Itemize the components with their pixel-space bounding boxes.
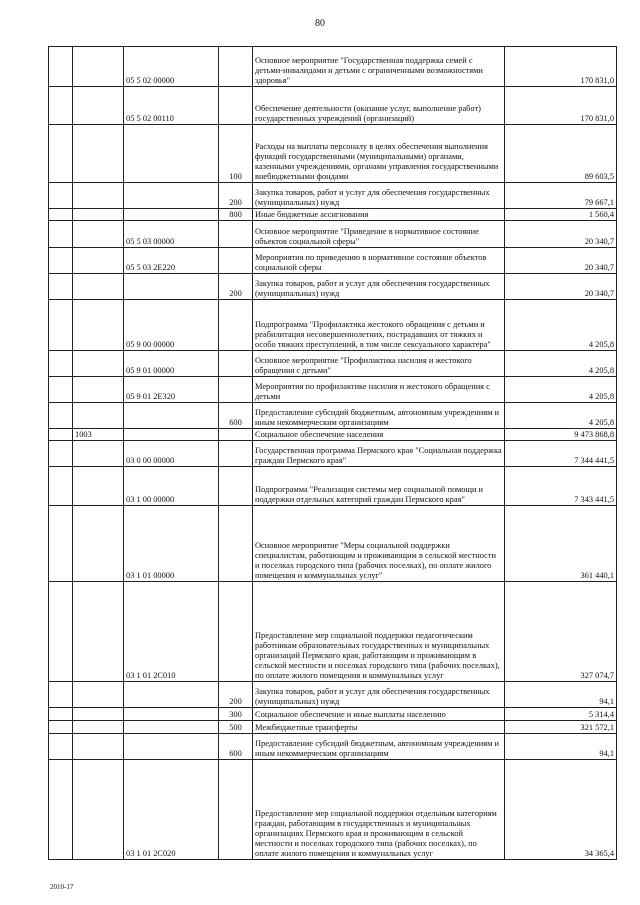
- cell-blank: [49, 734, 73, 760]
- cell-type: 600: [219, 734, 253, 760]
- cell-amount: 34 365,4: [505, 760, 617, 860]
- cell-type: [219, 760, 253, 860]
- cell-amount: 4 205,8: [505, 351, 617, 377]
- cell-amount: 170 831,0: [505, 87, 617, 125]
- cell-blank: [49, 209, 73, 221]
- cell-blank: [49, 221, 73, 248]
- table-row: [49, 441, 617, 467]
- cell-amount: 7 344 441,5: [505, 441, 617, 467]
- cell-amount: 4 205,8: [505, 300, 617, 351]
- cell-name: Расходы на выплаты персоналу в целях обеспечения выполнения функций государственными (муниципальными) органами, казенными учреждениями, органами управления государственными внебюджетными фондами: [253, 125, 505, 183]
- cell-type: [219, 248, 253, 274]
- cell-section: [73, 506, 124, 582]
- cell-amount: 94,1: [505, 682, 617, 708]
- table-row: [49, 734, 617, 760]
- cell-name: Предоставление мер социальной поддержки педагогическим работникам образовательных государственных и муниципальных организаций Пермского края, работающим и проживающим в сельской местности и поселках городского типа (рабочих поселках), по оплате жилого помещения и коммунальных услуг: [253, 582, 505, 682]
- table-row: [49, 403, 617, 429]
- cell-target: 03 0 00 00000: [124, 441, 219, 467]
- cell-name: Социальное обеспечение и иные выплаты населению: [253, 708, 505, 721]
- cell-target: 03 1 01 2С010: [124, 582, 219, 682]
- cell-name: Социальное обеспечение населения: [253, 429, 505, 441]
- footer-code: 2010-17: [50, 883, 74, 891]
- cell-section: [73, 441, 124, 467]
- cell-section: [73, 221, 124, 248]
- table-row: [49, 467, 617, 506]
- cell-name: Мероприятия по приведению в нормативное состояние объектов социальной сферы: [253, 248, 505, 274]
- cell-type: 800: [219, 209, 253, 221]
- cell-type: [219, 221, 253, 248]
- cell-type: 200: [219, 682, 253, 708]
- cell-target: 03 1 00 00000: [124, 467, 219, 506]
- table-row: [49, 506, 617, 582]
- budget-table-body: [49, 47, 617, 860]
- cell-amount: 79 667,1: [505, 183, 617, 209]
- cell-name: Основное мероприятие "Приведение в нормативное состояние объектов социальной сферы": [253, 221, 505, 248]
- cell-name: Подпрограмма "Реализация системы мер социальной помощи и поддержки отдельных категорий граждан Пермского края": [253, 467, 505, 506]
- cell-target: 03 1 01 2С020: [124, 760, 219, 860]
- table-row: [49, 582, 617, 682]
- table-row: [49, 183, 617, 209]
- cell-blank: [49, 248, 73, 274]
- cell-type: [219, 377, 253, 403]
- cell-section: [73, 734, 124, 760]
- cell-name: Предоставление мер социальной поддержки отдельным категориям граждан, работающим в государственных и муниципальных организациях Пермского края и проживающим в сельской местности и поселках городского типа (рабочих поселках), по оплате жилого помещения и коммунальных услуг: [253, 760, 505, 860]
- table-row: [49, 377, 617, 403]
- cell-blank: [49, 760, 73, 860]
- cell-section: [73, 300, 124, 351]
- cell-name: Предоставление субсидий бюджетным, автономным учреждениям и иным некоммерческим организациям: [253, 403, 505, 429]
- cell-type: [219, 441, 253, 467]
- table-row: [49, 248, 617, 274]
- cell-blank: [49, 708, 73, 721]
- cell-type: 200: [219, 183, 253, 209]
- cell-amount: 89 603,5: [505, 125, 617, 183]
- cell-section: [73, 708, 124, 721]
- cell-blank: [49, 467, 73, 506]
- table-row: [49, 721, 617, 734]
- cell-blank: [49, 125, 73, 183]
- cell-blank: [49, 274, 73, 300]
- cell-target: [124, 429, 219, 441]
- cell-blank: [49, 183, 73, 209]
- table-row: [49, 300, 617, 351]
- cell-section: [73, 209, 124, 221]
- cell-type: [219, 300, 253, 351]
- cell-target: 05 9 01 00000: [124, 351, 219, 377]
- cell-target: 05 5 02 00000: [124, 47, 219, 87]
- cell-blank: [49, 403, 73, 429]
- cell-section: [73, 682, 124, 708]
- cell-section: [73, 183, 124, 209]
- cell-amount: 327 074,7: [505, 582, 617, 682]
- cell-section: 1003: [73, 429, 124, 441]
- table-row: [49, 708, 617, 721]
- cell-blank: [49, 682, 73, 708]
- cell-name: Государственная программа Пермского края "Социальная поддержка граждан Пермского края": [253, 441, 505, 467]
- cell-section: [73, 403, 124, 429]
- table-row: [49, 221, 617, 248]
- cell-amount: 170 831,0: [505, 47, 617, 87]
- cell-target: [124, 721, 219, 734]
- budget-table: [48, 46, 617, 860]
- cell-name: Мероприятия по профилактике насилия и жестокого обращения с детьми: [253, 377, 505, 403]
- cell-target: 05 9 01 2Е320: [124, 377, 219, 403]
- table-row: [49, 682, 617, 708]
- cell-blank: [49, 441, 73, 467]
- cell-blank: [49, 300, 73, 351]
- cell-section: [73, 760, 124, 860]
- cell-amount: 1 560,4: [505, 209, 617, 221]
- cell-type: 600: [219, 403, 253, 429]
- cell-name: Обеспечение деятельности (оказание услуг, выполнение работ) государственных учреждений (организаций): [253, 87, 505, 125]
- cell-blank: [49, 87, 73, 125]
- cell-type: [219, 87, 253, 125]
- cell-amount: 20 340,7: [505, 248, 617, 274]
- table-row: [49, 125, 617, 183]
- cell-name: Предоставление субсидий бюджетным, автономным учреждениям и иным некоммерческим организациям: [253, 734, 505, 760]
- cell-target: [124, 403, 219, 429]
- table-row: [49, 429, 617, 441]
- cell-blank: [49, 429, 73, 441]
- cell-blank: [49, 582, 73, 682]
- cell-name: Закупка товаров, работ и услуг для обеспечения государственных (муниципальных) нужд: [253, 183, 505, 209]
- cell-amount: 321 572,1: [505, 721, 617, 734]
- cell-type: 500: [219, 721, 253, 734]
- cell-target: 05 9 00 00000: [124, 300, 219, 351]
- cell-amount: 94,1: [505, 734, 617, 760]
- cell-name: Закупка товаров, работ и услуг для обеспечения государственных (муниципальных) нужд: [253, 682, 505, 708]
- cell-target: 03 1 01 00000: [124, 506, 219, 582]
- cell-blank: [49, 721, 73, 734]
- cell-amount: 20 340,7: [505, 274, 617, 300]
- table-row: [49, 47, 617, 87]
- cell-type: 300: [219, 708, 253, 721]
- cell-section: [73, 87, 124, 125]
- cell-target: [124, 734, 219, 760]
- cell-type: [219, 351, 253, 377]
- cell-target: 05 5 03 00000: [124, 221, 219, 248]
- cell-blank: [49, 506, 73, 582]
- cell-section: [73, 467, 124, 506]
- cell-name: Иные бюджетные ассигнования: [253, 209, 505, 221]
- cell-target: [124, 209, 219, 221]
- cell-amount: 4 205,8: [505, 403, 617, 429]
- cell-type: 200: [219, 274, 253, 300]
- cell-type: [219, 506, 253, 582]
- cell-section: [73, 582, 124, 682]
- cell-blank: [49, 351, 73, 377]
- cell-target: [124, 274, 219, 300]
- cell-section: [73, 721, 124, 734]
- cell-type: [219, 47, 253, 87]
- cell-amount: 9 473 868,8: [505, 429, 617, 441]
- cell-name: Основное мероприятие "Профилактика насилия и жестокого обращения с детьми": [253, 351, 505, 377]
- cell-section: [73, 377, 124, 403]
- cell-amount: 20 340,7: [505, 221, 617, 248]
- cell-target: [124, 125, 219, 183]
- table-row: [49, 351, 617, 377]
- cell-amount: 4 205,8: [505, 377, 617, 403]
- table-row: [49, 209, 617, 221]
- cell-name: Подпрограмма "Профилактика жестокого обращения с детьми и реабилитация несовершеннолетних, пострадавших от тяжких и особо тяжких преступлений, в том числе сексуального характера": [253, 300, 505, 351]
- cell-target: 05 5 03 2Е220: [124, 248, 219, 274]
- cell-section: [73, 351, 124, 377]
- cell-amount: 5 314,4: [505, 708, 617, 721]
- cell-type: [219, 582, 253, 682]
- table-row: [49, 760, 617, 860]
- cell-name: Основное мероприятие "Меры социальной поддержки специалистам, работающим и проживающим в сельской местности и поселках городского типа (рабочих поселках), по оплате жилого помещения и коммунальных услуг": [253, 506, 505, 582]
- cell-section: [73, 248, 124, 274]
- cell-blank: [49, 47, 73, 87]
- cell-type: [219, 429, 253, 441]
- cell-amount: 361 440,1: [505, 506, 617, 582]
- cell-target: 05 5 02 00110: [124, 87, 219, 125]
- table-row: [49, 274, 617, 300]
- cell-target: [124, 183, 219, 209]
- page-number: 80: [315, 18, 325, 29]
- cell-type: [219, 467, 253, 506]
- cell-target: [124, 708, 219, 721]
- cell-name: Основное мероприятие "Государственная поддержка семей с детьми-инвалидами и детьми с ограниченными возможностями здоровья": [253, 47, 505, 87]
- cell-type: 100: [219, 125, 253, 183]
- cell-name: Межбюджетные трансферты: [253, 721, 505, 734]
- cell-section: [73, 125, 124, 183]
- cell-name: Закупка товаров, работ и услуг для обеспечения государственных (муниципальных) нужд: [253, 274, 505, 300]
- cell-blank: [49, 377, 73, 403]
- cell-section: [73, 47, 124, 87]
- cell-target: [124, 682, 219, 708]
- cell-section: [73, 274, 124, 300]
- cell-amount: 7 343 441,5: [505, 467, 617, 506]
- table-row: [49, 87, 617, 125]
